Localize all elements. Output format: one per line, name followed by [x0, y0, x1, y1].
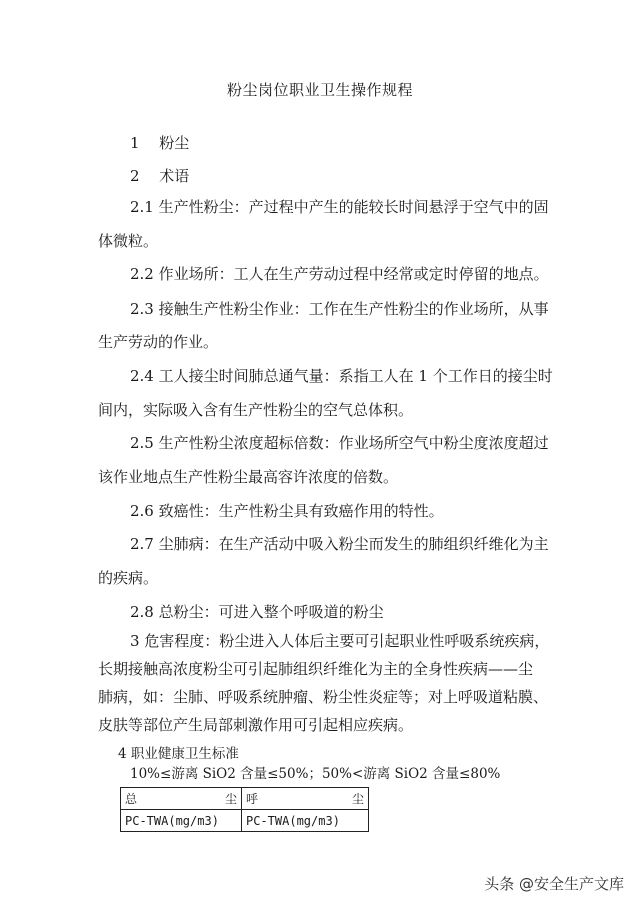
cell-text: 尘	[351, 792, 364, 806]
section-4-heading: 4 职业健康卫生标准	[118, 746, 239, 762]
paragraph-line: 体微粒。	[98, 232, 159, 250]
paragraph-line: 2.4 工人接尘时间肺总通气量：系指工人在 1 个工作日的接尘时	[130, 367, 553, 385]
table-cell	[242, 788, 369, 810]
paragraph-line: 2.7 尘肺病：在生产活动中吸入粉尘而发生的肺组织纤维化为主	[130, 535, 549, 553]
watermark	[484, 873, 624, 894]
table-cell: PC-TWA(mg/m3)	[242, 810, 369, 832]
paragraph-line: 间内，实际吸入含有生产性粉尘的空气总体积。	[98, 401, 414, 419]
paragraph-line: 3 危害程度：粉尘进入人体后主要可引起职业性呼吸系统疾病，	[130, 632, 550, 650]
table-row	[121, 788, 369, 810]
paragraph-line: 长期接触高浓度粉尘可引起肺组织纤维化为主的全身性疾病——尘	[98, 660, 534, 678]
paragraph-line: 2.1 生产性粉尘：产过程中产生的能较长时间悬浮于空气中的固	[130, 198, 549, 216]
paragraph-line: 肺病，如：尘肺、呼吸系统肿瘤、粉尘性炎症等；对上呼吸道粘膜、	[98, 688, 549, 706]
sio2-range-line: 10%≤游离 SiO2 含量≤50%；50%<游离 SiO2 含量≤80%	[130, 766, 501, 782]
section-1-heading: 1 粉尘	[130, 134, 190, 152]
paragraph-line: 的疾病。	[98, 569, 159, 587]
table-cell	[121, 788, 242, 810]
table-cell: PC-TWA(mg/m3)	[121, 810, 242, 832]
health-standard-table	[120, 787, 369, 832]
paragraph-line: 皮肤等部位产生局部刺激作用可引起相应疾病。	[98, 716, 414, 734]
cell-text: 尘	[224, 792, 237, 806]
paragraph-line: 2.6 致癌性：生产性粉尘具有致癌作用的特性。	[130, 502, 444, 520]
document-title: 粉尘岗位职业卫生操作规程	[226, 81, 413, 99]
watermark-text: 头条 @安全生产文库	[484, 875, 624, 893]
cell-text: 呼	[246, 792, 259, 806]
section-2-heading: 2 术语	[130, 167, 190, 185]
cell-text: 总	[125, 792, 138, 806]
paragraph-line: 该作业地点生产性粉尘最高容许浓度的倍数。	[98, 468, 399, 486]
paragraph-line: 2.5 生产性粉尘浓度超标倍数：作业场所空气中粉尘度浓度超过	[130, 434, 549, 452]
paragraph-line: 2.3 接触生产性粉尘作业：工作在生产性粉尘的作业场所，从事	[130, 300, 549, 318]
paragraph-line: 2.8 总粉尘：可进入整个呼吸道的粉尘	[130, 603, 384, 621]
table-row	[121, 810, 369, 832]
paragraph-line: 2.2 作业场所：工人在生产劳动过程中经常或定时停留的地点。	[130, 265, 549, 283]
paragraph-line: 生产劳动的作业。	[98, 333, 219, 351]
